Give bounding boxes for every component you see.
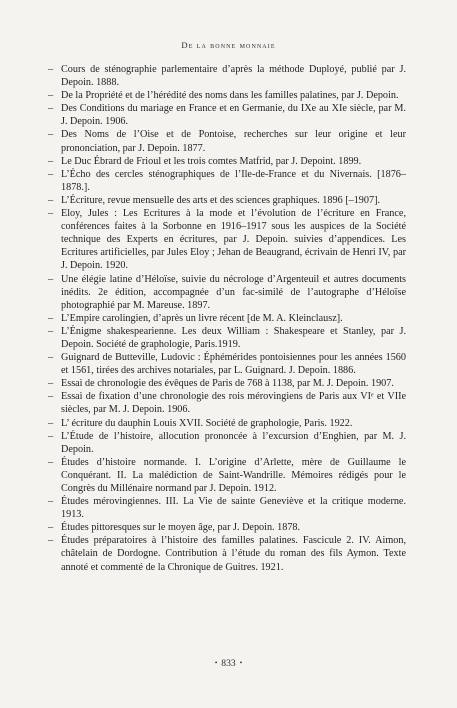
list-item: – De la Propriété et de l’hérédité des noms dans les familles palatines, par J. Depoin. [48,90,399,102]
list-item: – L’Empire carolingien, d’après un livre récent [de M. A. Kleinclausz]. [48,312,343,324]
list-item: – Cours de sténographie parlementaire d’après la méthode Duployé, publié par J. Depoin. 1888. [48,64,406,89]
list-item: – Essai de chronologie des évêques de Paris de 768 à 1138, par M. J. Depoin. 1907. [48,378,394,390]
list-item: – L’Énigme shakespearienne. Les deux William : Shakespeare et Stanley, par J. Depoin. Société de graphologie, Paris.1919. [48,325,406,350]
page-number: 833 [221,658,236,669]
list-item: – Études préparatoires à l’histoire des familles palatines. Fascicule 2. IV. Aimon, châtelain de Dordogne. Contribution à l’étude du roman des fils Aymon. Texte annoté et commenté de la Chronique de Guitres. 1921. [48,535,406,573]
list-item: – L’Écriture, revue mensuelle des arts et des sciences graphiques. 1896 [–1907]. [48,194,381,206]
list-item: – Le Duc Ébrard de Frioul et les trois comtes Matfrid, par J. Depoint. 1899. [48,155,362,167]
list-item: – L’ écriture du dauphin Louis XVII. Société de graphologie, Paris. 1922. [48,417,353,429]
list-item: – Une élégie latine d’Héloïse, suivie du nécrologe d’Argenteuil et autres documents inédits. 2e édition, accompagnée d’un fac-similé de l’autographe d’Héloïse photographié par M. Mareuse. 1897. [48,273,406,311]
list-item: – Eloy, Jules : Les Ecritures à la mode et l’évolution de l’écriture en France, conférences faites à la Sorbonne en 1916–1917 sous les auspices de la Société technique des Experts en écritures, par J. Depoin. suivies d’appendices. Les Ecritures artificielles, par Jules Eloy ; Jehan de Beaugrand, écrivain de Henri IV, par J. Depoin. 1920. [48,208,406,272]
bibliography-list [50,63,406,574]
list-item: – Des Conditions du mariage en France et en Germanie, du IXe au XIe siècle, par M. J. Depoin. 1906. [48,103,406,128]
page-number-footer [0,658,457,669]
list-item: – Des Noms de l’Oise et de Pontoise, recherches sur leur origine et leur prononciation, par J. Depoin. 1877. [48,129,406,154]
list-item: – L’Étude de l’histoire, allocution prononcée à l’excursion d’Enghien, par M. J. Depoin. [48,430,406,455]
list-item: – Guignard de Butteville, Ludovic : Éphémérides pontoisiennes pour les années 1560 et 1561, tirées des archives notariales, par L. Guignard. J. Depoin. 1886. [48,352,406,377]
list-item: – Études mérovingiennes. III. La Vie de sainte Geneviève et la critique moderne. 1913. [48,496,406,521]
left-bullet-ornament: • [214,659,218,667]
running-header: De la bonne monnaie [181,40,276,50]
list-item: – Études d’histoire normande. I. L’origine d’Arlette, mère de Guillaume le Conquérant. II. La malédiction de Saint-Wandrille. Mémoires rédigés pour le Congrès du Millénaire normand par J. Depoin. 1912. [48,456,406,494]
list-item: – Essai de fixation d’une chronologie des rois mérovingiens de Paris aux VIᵉ et VIIe siècles, par M. J. Depoin. 1906. [48,391,406,416]
list-item: – L’Écho des cercles sténographiques de l’Ile-de-France et du Nivernais. [1876–1878.]. [48,168,406,193]
list-item: – Études pittoresques sur le moyen âge, par J. Depoin. 1878. [48,522,301,534]
right-bullet-ornament: • [239,659,243,667]
